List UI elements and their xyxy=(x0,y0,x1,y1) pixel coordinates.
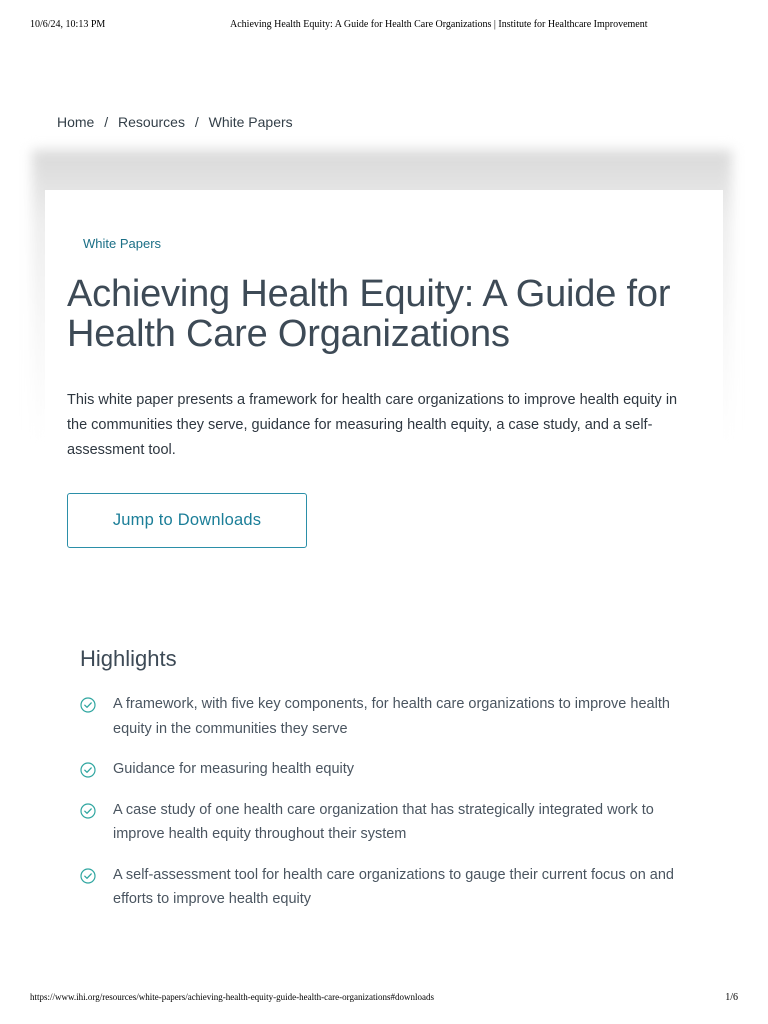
check-circle-icon xyxy=(80,868,96,884)
print-url: https://www.ihi.org/resources/white-papers/achieving-health-equity-guide-health-care-organizations#downloads xyxy=(30,992,434,1002)
highlight-text: A framework, with five key components, for health care organizations to improve health equity in the communities they serve xyxy=(113,696,670,737)
print-document-title: Achieving Health Equity: A Guide for Health Care Organizations | Institute for Healthcare Improvement xyxy=(230,19,648,30)
highlight-item xyxy=(80,757,680,782)
breadcrumb xyxy=(57,114,293,130)
check-circle-icon xyxy=(80,762,96,778)
highlight-item xyxy=(80,692,680,741)
highlight-text: A case study of one health care organization that has strategically integrated work to improve health equity throughout their system xyxy=(113,801,654,842)
page-title: Achieving Health Equity: A Guide for Health Care Organizations xyxy=(67,273,671,355)
highlight-item xyxy=(80,863,680,912)
check-circle-icon xyxy=(80,697,96,713)
print-footer xyxy=(30,992,738,1006)
highlights-heading: Highlights xyxy=(80,646,177,671)
summary-text: This white paper presents a framework for health care organizations to improve health equity in the communities they serve, guidance for measuring health equity, a case study, and a self-assessment tool. xyxy=(67,392,678,458)
breadcrumb-white-papers-link[interactable]: White Papers xyxy=(208,114,293,130)
check-circle-icon xyxy=(80,803,96,819)
highlights-list xyxy=(80,692,680,912)
breadcrumb-resources-link[interactable]: Resources xyxy=(118,114,185,130)
print-header xyxy=(30,19,738,33)
print-date: 10/6/24, 10:13 PM xyxy=(30,19,106,30)
highlight-item xyxy=(80,798,680,847)
jump-to-downloads-button[interactable]: Jump to Downloads xyxy=(67,493,307,548)
breadcrumb-home-link[interactable]: Home xyxy=(57,114,95,130)
breadcrumb-separator: / xyxy=(194,114,199,130)
highlight-text: A self-assessment tool for health care organizations to gauge their current focus on and efforts to improve health equity xyxy=(113,866,674,907)
breadcrumb-separator: / xyxy=(104,114,109,130)
highlight-text: Guidance for measuring health equity xyxy=(113,761,355,777)
page-number: 1/6 xyxy=(725,992,738,1003)
category-link[interactable]: White Papers xyxy=(83,236,162,251)
